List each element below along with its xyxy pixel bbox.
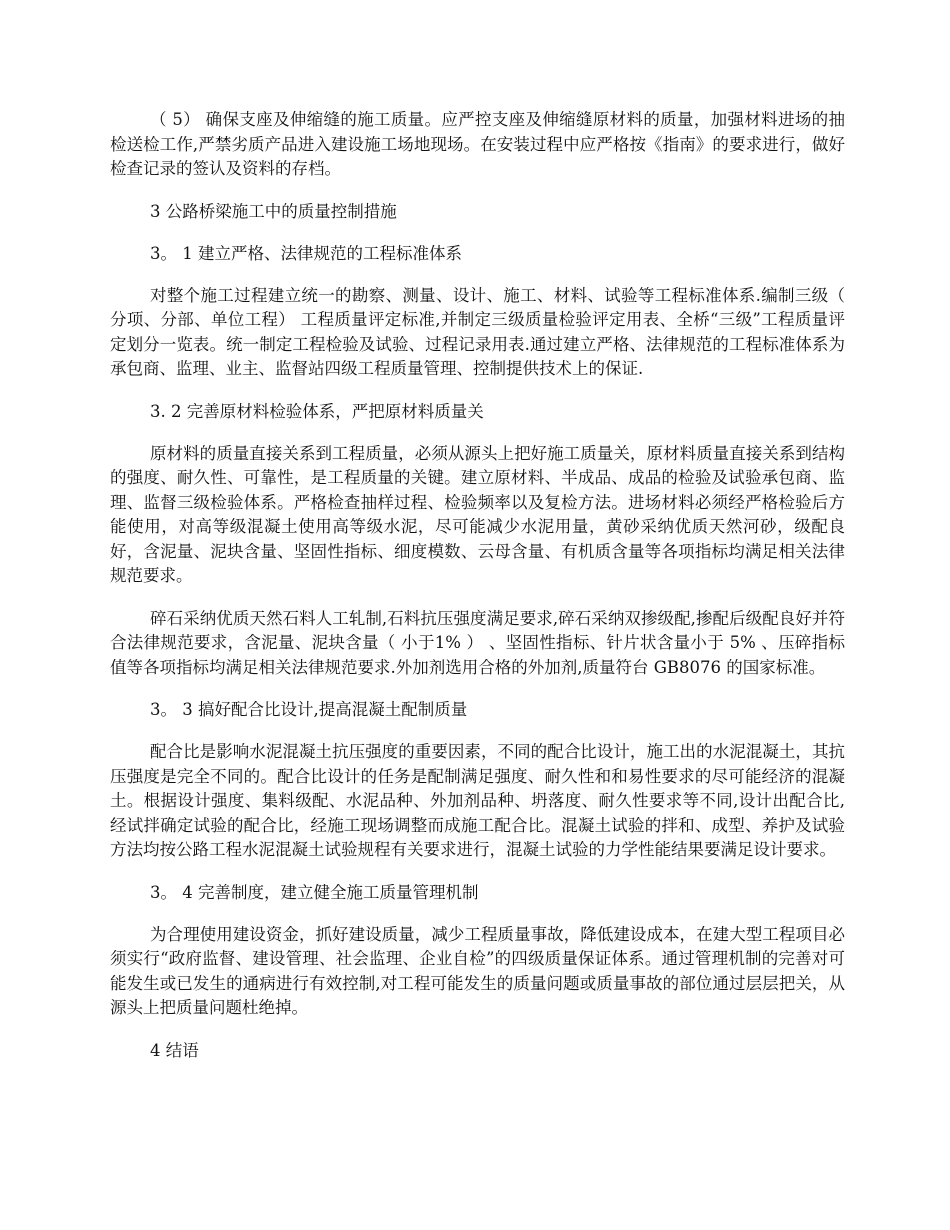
subsection-heading-3-3: 3。 3 搞好配合比设计,提高混凝土配制质量 bbox=[150, 700, 468, 719]
paragraph-bearings-joints: （ 5） 确保支座及伸缩缝的施工质量。应严控支座及伸缩缝原材料的质量，加强材料进场的抽检送检工作,严禁劣质产品进入建设施工场地现场。在安装过程中应严格按《指南》的要求进行，做好检查记录的签认及资料的存档。 bbox=[110, 110, 845, 178]
document-page bbox=[110, 108, 851, 1081]
paragraph-mix-design: 配合比是影响水泥混凝土抗压强度的重要因素，不同的配合比设计，施工出的水泥混凝土，其抗压强度是完全不同的。配合比设计的任务是配制满足强度、耐久性和和易性要求的尽可能经济的混凝土。根据设计强度、集料级配、水泥品种、外加剂品种、坍落度、耐久性要求等不同,设计出配合比,经试拌确定试验的配合比，经施工现场调整而成施工配合比。混凝土试验的拌和、成型、养护及试验方法均按公路工程水泥混凝土试验规程有关要求进行，混凝土试验的力学性能结果要满足设计要求。 bbox=[110, 742, 845, 859]
paragraph-standards-system: 对整个施工过程建立统一的勘察、测量、设计、施工、材料、试验等工程标准体系.编制三级（ 分项、分部、单位工程） 工程质量评定标准,并制定三级质量检验评定用表、全桥“三级”工程质量评定划分一览表。统一制定工程检验及试验、过程记录用表.通过建立严格、法律规范的工程标准体系为承包商、监理、业主、监督站四级工程质量管理、控制提供技术上的保证. bbox=[110, 285, 851, 378]
section-heading-4: 4 结语 bbox=[150, 1040, 199, 1060]
paragraph-management-mechanism: 为合理使用建设资金，抓好建设质量，减少工程质量事故，降低建设成本，在建大型工程项目必须实行“政府监督、建设管理、社会监理、企业自检”的四级质量保证体系。通过管理机制的完善对可能发生或已发生的通病进行有效控制,对工程可能发生的质量问题或质量事故的部位通过层层把关，从源头上把质量问题杜绝掉。 bbox=[110, 924, 845, 1017]
subsection-heading-3-1: 3。 1 建立严格、法律规范的工程标准体系 bbox=[150, 243, 462, 263]
paragraph-raw-materials: 原材料的质量直接关系到工程质量，必须从源头上把好施工质量关，原材料质量直接关系到结构的强度、耐久性、可靠性，是工程质量的关键。建立原材料、半成品、成品的检验及试验承包商、监理、监督三级检验体系。严格检查抽样过程、检验频率以及复检方法。进场材料必须经严格检验后方能使用，对高等级混凝土使用高等级水泥，尽可能减少水泥用量，黄砂采纳优质天然河砂，级配良好，含泥量、泥块含量、坚固性指标、细度模数、云母含量、有机质含量等各项指标均满足相关法律规范要求。 bbox=[110, 443, 845, 585]
subsection-heading-3-4: 3。 4 完善制度，建立健全施工质量管理机制 bbox=[150, 882, 479, 902]
section-heading-3: 3 公路桥梁施工中的质量控制措施 bbox=[150, 201, 397, 221]
paragraph-crushed-stone: 碎石采纳优质天然石料人工轧制,石料抗压强度满足要求,碎石采纳双掺级配,掺配后级配良好并符合法律规范要求，含泥量、泥块含量（ 小于1% ） 、坚固性指标、针片状含量小于 5% 、压碎指标值等各项指标均满足相关法律规范要求.外加剂选用合格的外加剂,质量符台 GB8076 的国家标准。 bbox=[110, 608, 845, 677]
subsection-heading-3-2: 3. 2 完善原材料检验体系，严把原材料质量关 bbox=[150, 401, 484, 421]
